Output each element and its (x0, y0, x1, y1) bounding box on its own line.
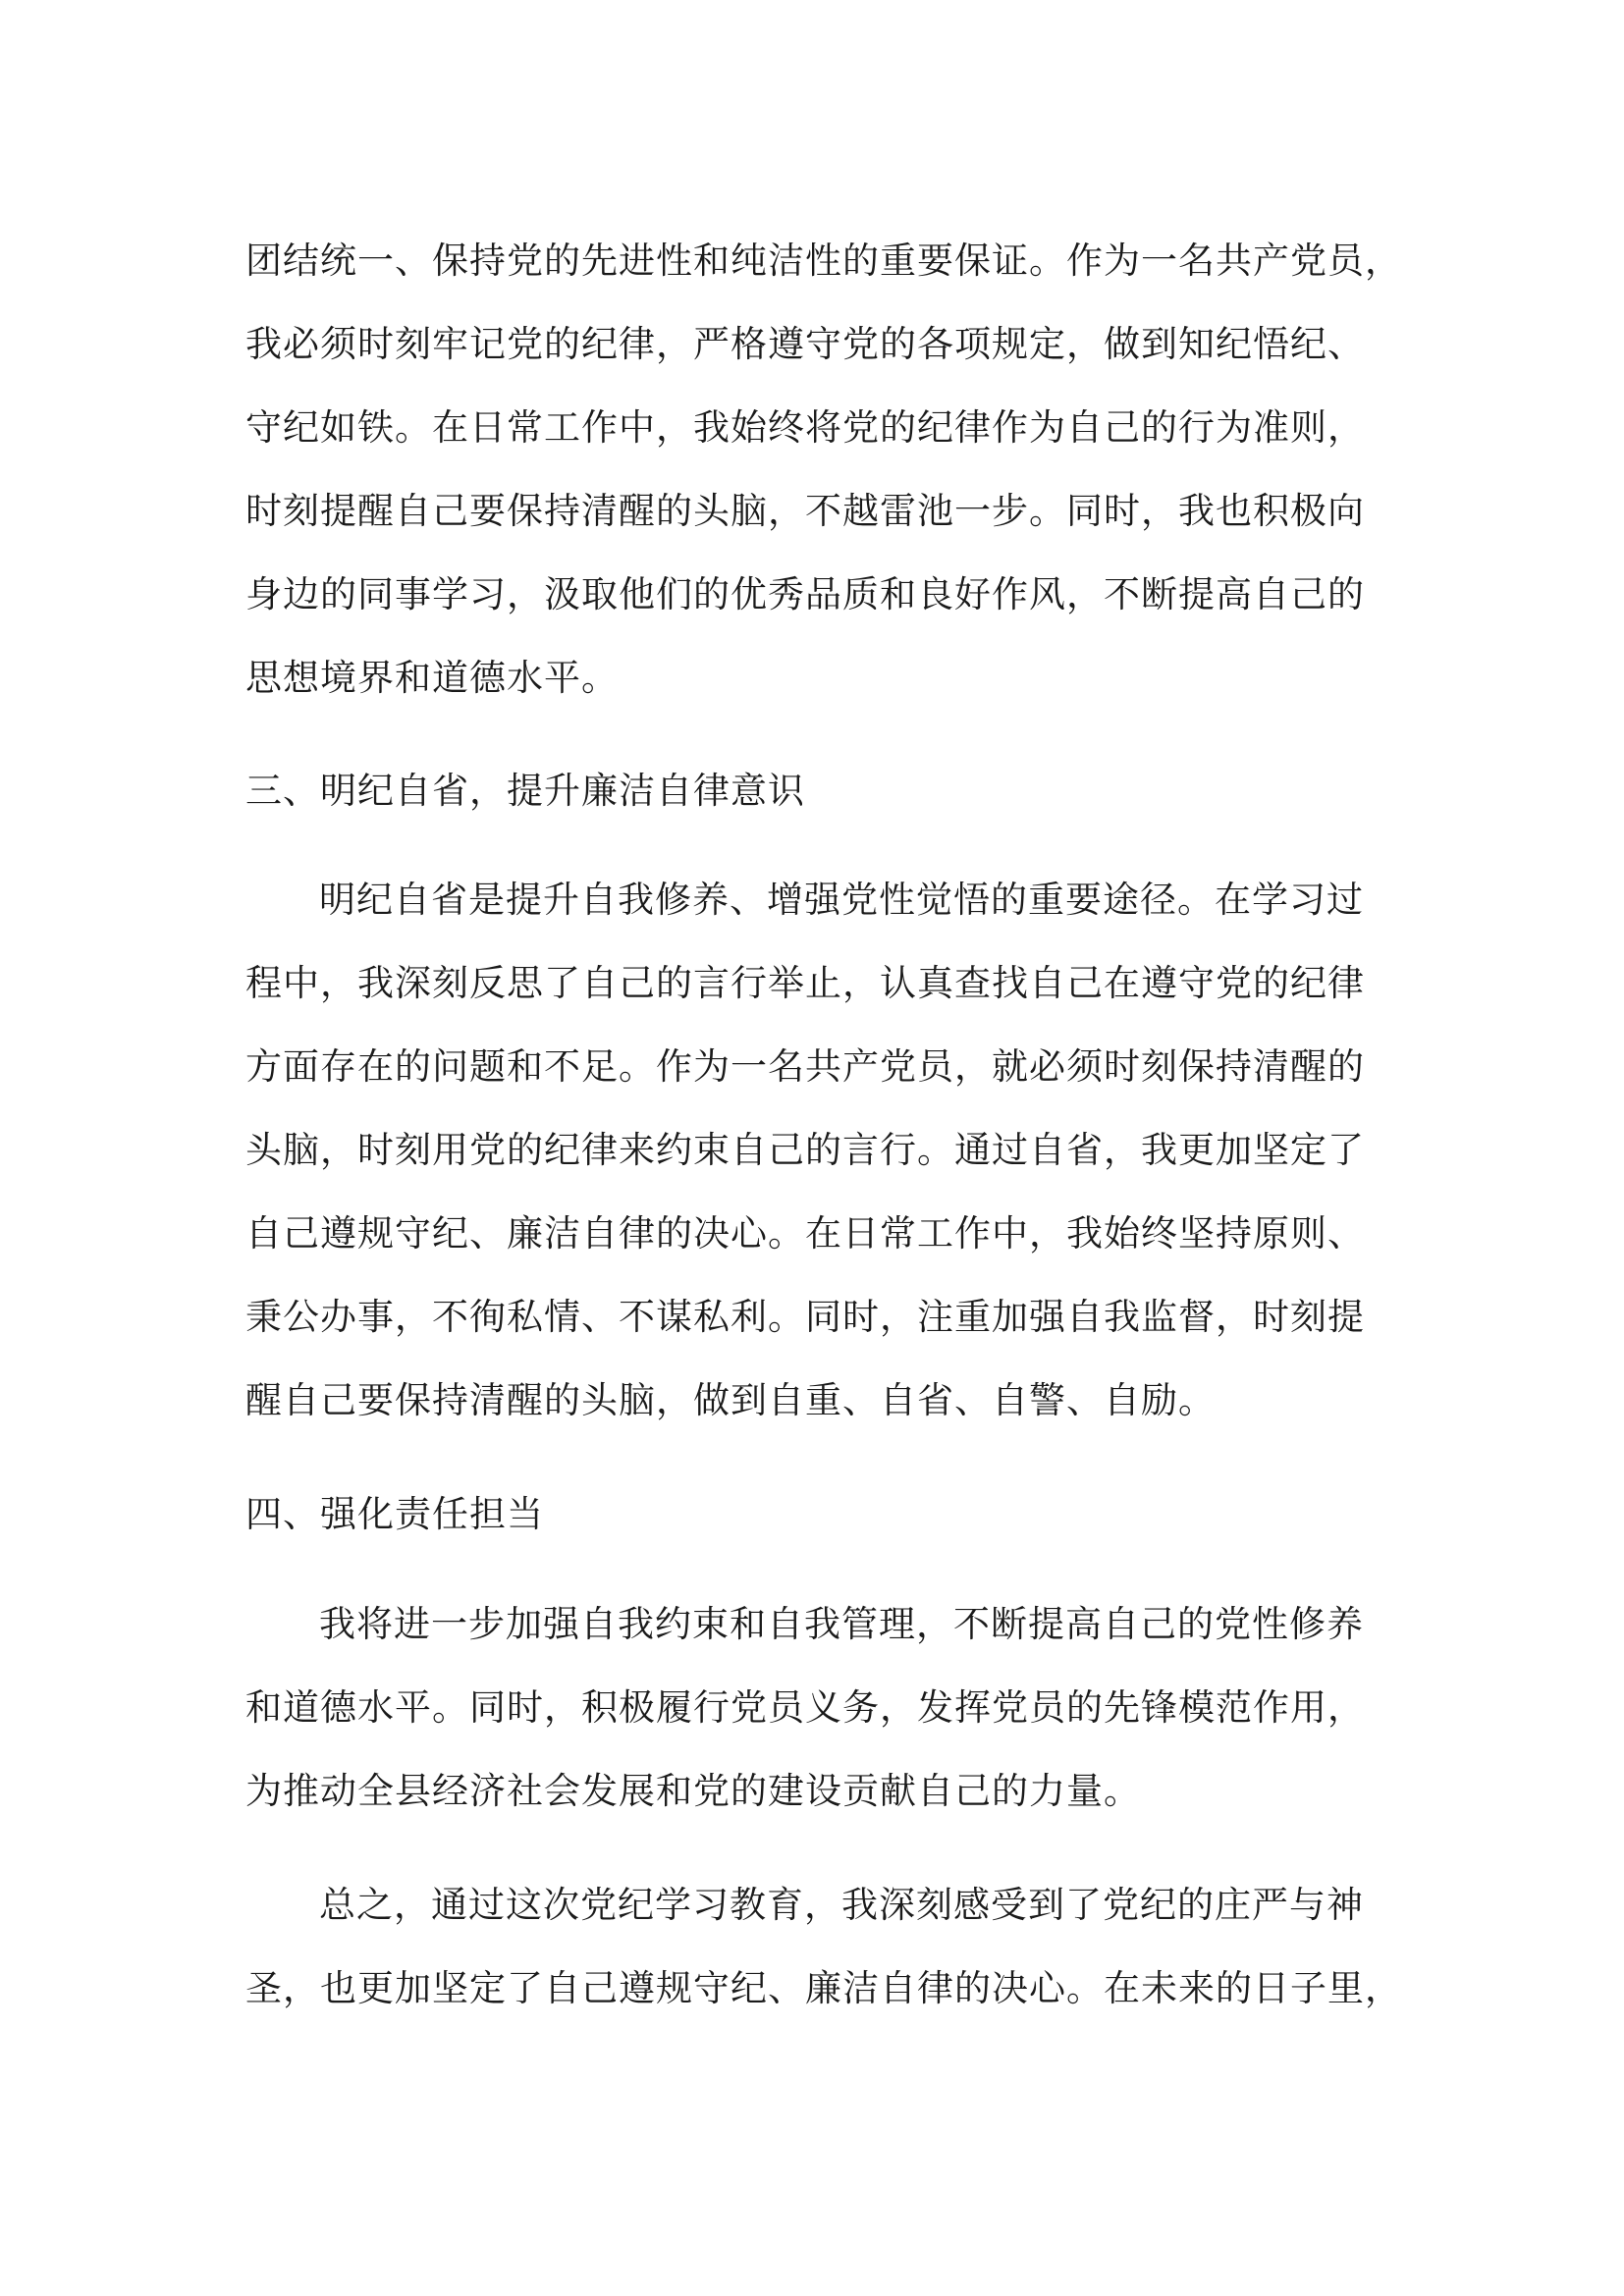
text-line: 醒自己要保持清醒的头脑，做到自重、自省、自警、自励。 (245, 1379, 1216, 1421)
text-line: 思想境界和道德水平。 (245, 657, 619, 699)
text-line: 自己遵规守纪、廉洁自律的决心。在日常工作中，我始终坚持原则、 (245, 1212, 1365, 1255)
text-line: 我必须时刻牢记党的纪律，严格遵守党的各项规定，做到知纪悟纪、 (245, 323, 1365, 365)
text-line: 身边的同事学习，汲取他们的优秀品质和良好作风，不断提高自己的 (245, 573, 1365, 615)
text-line: 时刻提醒自己要保持清醒的头脑，不越雷池一步。同时，我也积极向 (245, 490, 1365, 532)
text-line: 秉公办事，不徇私情、不谋私利。同时，注重加强自我监督，时刻提 (245, 1296, 1365, 1338)
text-line: 团结统一、保持党的先进性和纯洁性的重要保证。作为一名共产党员， (245, 240, 1402, 282)
text-line: 程中，我深刻反思了自己的言行举止，认真查找自己在遵守党的纪律 (245, 962, 1365, 1004)
section-heading-3: 三、明纪自省，提升廉洁自律意识 (245, 770, 805, 812)
text-line: 圣，也更加坚定了自己遵规守纪、廉洁自律的决心。在未来的日子里， (245, 1967, 1402, 2009)
text-line: 总之，通过这次党纪学习教育，我深刻感受到了党纪的庄严与神 (319, 1884, 1364, 1926)
text-line: 我将进一步加强自我约束和自我管理，不断提高自己的党性修养 (319, 1603, 1364, 1645)
text-line: 方面存在的问题和不足。作为一名共产党员，就必须时刻保持清醒的 (245, 1045, 1365, 1088)
text-line: 和道德水平。同时，积极履行党员义务，发挥党员的先锋模范作用， (245, 1686, 1365, 1729)
section-heading-4: 四、强化责任担当 (245, 1493, 544, 1535)
text-line: 守纪如铁。在日常工作中，我始终将党的纪律作为自己的行为准则， (245, 406, 1365, 449)
text-line: 为推动全县经济社会发展和党的建设贡献自己的力量。 (245, 1770, 1141, 1812)
text-line: 明纪自省是提升自我修养、增强党性觉悟的重要途径。在学习过 (319, 879, 1364, 921)
text-line: 头脑，时刻用党的纪律来约束自己的言行。通过自省，我更加坚定了 (245, 1129, 1365, 1171)
